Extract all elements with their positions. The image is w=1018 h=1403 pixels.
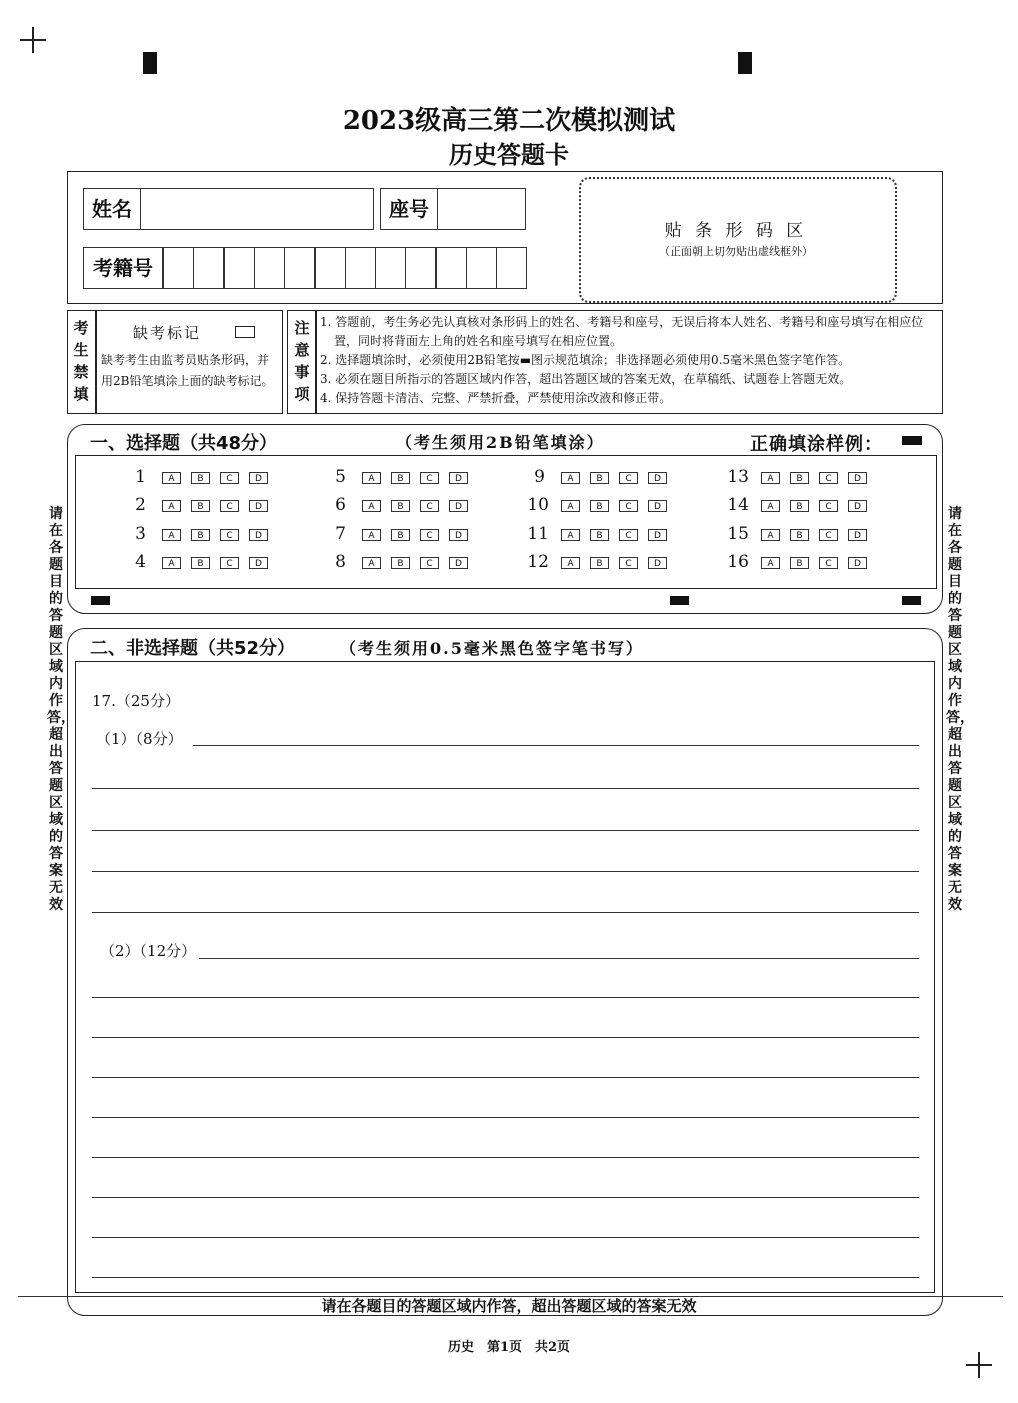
- answer-line[interactable]: [92, 830, 919, 831]
- side-warning-left: 请在各题目的答题区域内作答，超出答题区域的答案无效: [47, 506, 75, 913]
- answer-bubble-a[interactable]: A: [761, 472, 780, 484]
- q17-label: 17.（25分）: [92, 692, 180, 710]
- answer-bubble-d[interactable]: D: [848, 529, 867, 541]
- timing-mark: [670, 596, 689, 605]
- answer-bubble-d[interactable]: D: [848, 500, 867, 512]
- answer-bubble-a[interactable]: A: [561, 472, 580, 484]
- question-number: 8: [335, 552, 346, 572]
- answer-bubble-d[interactable]: D: [249, 557, 268, 569]
- question-number: 9: [534, 467, 545, 487]
- name-label: 姓名: [83, 188, 141, 230]
- answer-bubble-c[interactable]: C: [420, 529, 439, 541]
- question-number: 15: [727, 524, 749, 544]
- answer-bubble-c[interactable]: C: [220, 529, 239, 541]
- answer-bubble-b[interactable]: B: [191, 557, 210, 569]
- answer-line[interactable]: [92, 1157, 919, 1158]
- notice-item: 3. 必须在题目所指示的答题区域内作答，超出答题区域的答案无效，在草稿纸、试题卷上答题无效。: [320, 372, 852, 386]
- section2-instruction: （考生须用0.5毫米黑色签字笔书写）: [340, 639, 644, 658]
- question-number: 11: [527, 524, 549, 544]
- notice-side-label: 注意事项: [294, 319, 310, 403]
- answer-line[interactable]: [92, 1077, 919, 1078]
- exam-id-digit-cell[interactable]: [496, 247, 527, 289]
- section1-instruction: （考生须用2B铅笔填涂）: [396, 433, 605, 452]
- answer-bubble-b[interactable]: B: [191, 472, 210, 484]
- answer-bubble-b[interactable]: B: [590, 472, 609, 484]
- question-number: 2: [135, 495, 146, 515]
- page-title: 2023级高三第二次模拟测试: [342, 106, 676, 136]
- answer-bubble-b[interactable]: B: [790, 529, 809, 541]
- answer-bubble-a[interactable]: A: [561, 557, 580, 569]
- answer-bubble-d[interactable]: D: [648, 472, 667, 484]
- timing-mark: [143, 52, 157, 74]
- answer-bubble-a[interactable]: A: [162, 472, 181, 484]
- answer-line[interactable]: [92, 1277, 919, 1278]
- barcode-note: （正面朝上切勿贴出虚线框外）: [659, 245, 813, 258]
- answer-bubble-d[interactable]: D: [249, 500, 268, 512]
- answer-line[interactable]: [92, 1237, 919, 1238]
- page-number: 历史 第1页 共2页: [447, 1340, 571, 1355]
- answer-bubble-d[interactable]: D: [648, 529, 667, 541]
- answer-bubble-d[interactable]: D: [449, 500, 468, 512]
- answer-line[interactable]: [92, 1117, 919, 1118]
- absent-checkbox[interactable]: [235, 326, 255, 338]
- exam-id-digit-cell[interactable]: [254, 247, 285, 289]
- exam-id-digit-cell[interactable]: [224, 247, 255, 289]
- registration-mark-bottom-right: [966, 1352, 992, 1378]
- answer-bubble-d[interactable]: D: [648, 557, 667, 569]
- question-number: 13: [727, 467, 749, 487]
- answer-bubble-d[interactable]: D: [249, 529, 268, 541]
- answer-bubble-a[interactable]: A: [761, 500, 780, 512]
- question-number: 1: [135, 467, 146, 487]
- question-number: 5: [335, 467, 346, 487]
- question-number: 7: [335, 524, 346, 544]
- answer-bubble-a[interactable]: A: [761, 557, 780, 569]
- answer-bubble-a[interactable]: A: [162, 529, 181, 541]
- exam-id-digit-cell[interactable]: [436, 247, 467, 289]
- answer-bubble-c[interactable]: C: [619, 472, 638, 484]
- answer-bubble-d[interactable]: D: [449, 529, 468, 541]
- timing-mark: [738, 52, 752, 74]
- section2-title: 二、非选择题（共52分）: [90, 638, 296, 659]
- exam-id-digit-cell[interactable]: [315, 247, 346, 289]
- answer-line[interactable]: [92, 1197, 919, 1198]
- answer-bubble-c[interactable]: C: [619, 557, 638, 569]
- answer-bubble-b[interactable]: B: [391, 529, 410, 541]
- answer-bubble-c[interactable]: C: [220, 557, 239, 569]
- answer-bubble-c[interactable]: C: [220, 500, 239, 512]
- q17-part1-label: （1）（8分）: [96, 730, 183, 748]
- answer-bubble-c[interactable]: C: [420, 500, 439, 512]
- answer-bubble-b[interactable]: B: [590, 500, 609, 512]
- exam-id-digit-cell[interactable]: [163, 247, 194, 289]
- exam-id-digit-cell[interactable]: [375, 247, 406, 289]
- question-number: 16: [727, 552, 749, 572]
- answer-bubble-b[interactable]: B: [391, 500, 410, 512]
- answer-bubble-c[interactable]: C: [220, 472, 239, 484]
- absent-desc: 缺考考生由监考员贴条形码，并用2B铅笔填涂上面的缺考标记。: [101, 353, 274, 388]
- page-subtitle: 历史答题卡: [449, 140, 569, 169]
- answer-bubble-d[interactable]: D: [449, 472, 468, 484]
- answer-bubble-b[interactable]: B: [590, 529, 609, 541]
- answer-bubble-a[interactable]: A: [162, 557, 181, 569]
- answer-bubble-b[interactable]: B: [191, 529, 210, 541]
- answer-bubble-c[interactable]: C: [420, 557, 439, 569]
- answer-bubble-c[interactable]: C: [819, 557, 838, 569]
- answer-bubble-d[interactable]: D: [249, 472, 268, 484]
- question-number: 12: [527, 552, 549, 572]
- exam-id-digit-cell[interactable]: [466, 247, 497, 289]
- answer-bubble-b[interactable]: B: [790, 472, 809, 484]
- answer-line[interactable]: [92, 997, 919, 998]
- side-warning-right: 请在各题目的答题区域内作答，超出答题区域的答案无效: [946, 506, 974, 913]
- answer-bubble-c[interactable]: C: [619, 529, 638, 541]
- barcode-title: 贴 条 形 码 区: [664, 221, 808, 241]
- absent-side-label: 考生禁填: [73, 319, 89, 403]
- exam-id-digit-cell[interactable]: [405, 247, 436, 289]
- answer-bubble-c[interactable]: C: [619, 500, 638, 512]
- name-field[interactable]: [140, 188, 374, 230]
- registration-mark-top-left: [20, 27, 46, 53]
- answer-bubble-d[interactable]: D: [449, 557, 468, 569]
- answer-line[interactable]: [92, 871, 919, 872]
- answer-bubble-a[interactable]: A: [362, 529, 381, 541]
- notice-item: 2. 选择题填涂时，必须使用2B铅笔按▬图示规范填涂；非选择题必须使用0.5毫米黑色签字笔作答。: [320, 353, 851, 367]
- answer-bubble-c[interactable]: C: [819, 472, 838, 484]
- answer-bubble-d[interactable]: D: [848, 557, 867, 569]
- absent-title: 缺考标记: [133, 324, 202, 342]
- exam-id-label: 考籍号: [83, 247, 163, 289]
- answer-bubble-a[interactable]: A: [761, 529, 780, 541]
- answer-bubble-a[interactable]: A: [362, 472, 381, 484]
- exam-id-digit-cell[interactable]: [284, 247, 315, 289]
- answer-line[interactable]: [92, 1037, 919, 1038]
- notice-item: 4. 保持答题卡清洁、完整、严禁折叠，严禁使用涂改液和修正带。: [320, 391, 672, 405]
- answer-bubble-a[interactable]: A: [362, 557, 381, 569]
- question-number: 14: [727, 495, 749, 515]
- notice-list: [320, 313, 940, 408]
- sample-fill-mark: [902, 436, 922, 445]
- answer-bubble-a[interactable]: A: [162, 500, 181, 512]
- answer-bubble-a[interactable]: A: [561, 529, 580, 541]
- answer-bubble-b[interactable]: B: [391, 472, 410, 484]
- answer-bubble-b[interactable]: B: [590, 557, 609, 569]
- answer-bubble-b[interactable]: B: [790, 500, 809, 512]
- timing-mark: [91, 596, 110, 605]
- question-number: 4: [135, 552, 146, 572]
- answer-bubble-d[interactable]: D: [848, 472, 867, 484]
- q17-part2-label: （2）（12分）: [100, 942, 197, 960]
- answer-bubble-c[interactable]: C: [819, 500, 838, 512]
- seat-label: 座号: [380, 188, 438, 230]
- exam-id-digit-cell[interactable]: [345, 247, 376, 289]
- answer-line[interactable]: [193, 745, 919, 746]
- exam-id-digit-cell[interactable]: [193, 247, 224, 289]
- question-number: 3: [135, 524, 146, 544]
- answer-bubble-a[interactable]: A: [362, 500, 381, 512]
- answer-line[interactable]: [199, 958, 919, 959]
- section1-title: 一、选择题（共48分）: [90, 433, 278, 454]
- answer-bubble-b[interactable]: B: [790, 557, 809, 569]
- seat-field[interactable]: [437, 188, 526, 230]
- question-number: 6: [335, 495, 346, 515]
- answer-bubble-c[interactable]: C: [819, 529, 838, 541]
- answer-bubble-a[interactable]: A: [561, 500, 580, 512]
- answer-bubble-d[interactable]: D: [648, 500, 667, 512]
- answer-bubble-b[interactable]: B: [391, 557, 410, 569]
- notice-item: 1. 答题前，考生务必先认真核对条形码上的姓名、考籍号和座号，无误后将本人姓名、考籍号和座号填写在相应位置，同时将背面左上角的姓名和座号填写在相应位置。: [320, 315, 924, 348]
- sample-label: 正确填涂样例：: [750, 434, 883, 455]
- footer-warning: 请在各题目的答题区域内作答，超出答题区域的答案无效: [321, 1297, 697, 1315]
- timing-mark: [902, 596, 921, 605]
- answer-bubble-c[interactable]: C: [420, 472, 439, 484]
- question-number: 10: [527, 495, 549, 515]
- answer-bubble-b[interactable]: B: [191, 500, 210, 512]
- answer-line[interactable]: [92, 912, 919, 913]
- answer-line[interactable]: [92, 788, 919, 789]
